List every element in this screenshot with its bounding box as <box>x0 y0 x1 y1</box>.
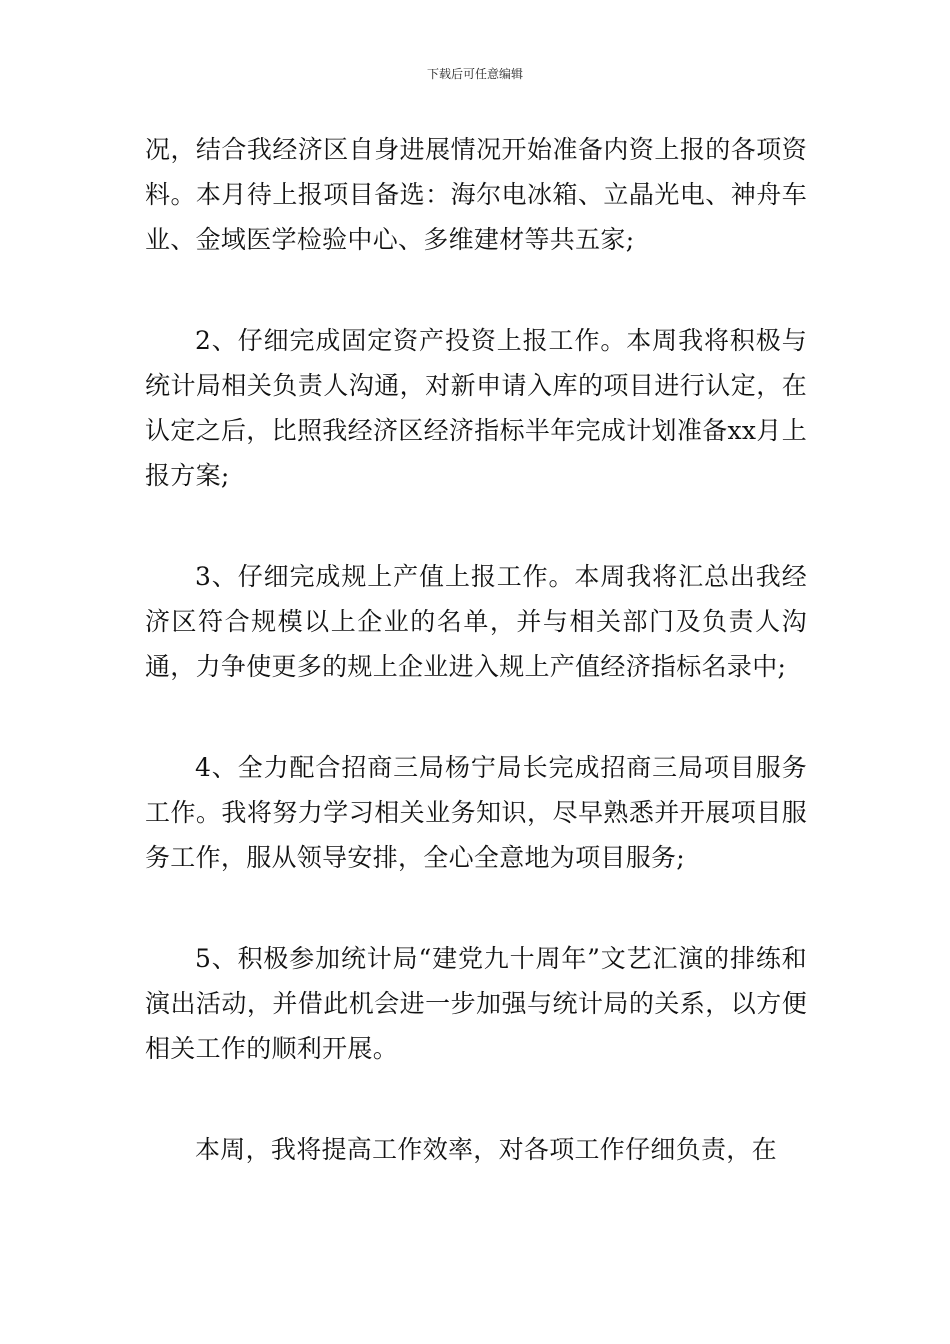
paragraph-gap <box>145 1071 807 1127</box>
paragraph-gap <box>145 880 807 936</box>
paragraph-4: 4、全力配合招商三局杨宁局长完成招商三局项目服务工作。我将努力学习相关业务知识，尽早熟悉并开展项目服务工作，服从领导安排，全心全意地为项目服务; <box>145 753 807 872</box>
document-body <box>145 127 807 1172</box>
paragraph-6: 本周，我将提高工作效率，对各项工作仔细负责，在 <box>195 1135 777 1164</box>
paragraph-5: 5、积极参加统计局“建党九十周年”文艺汇演的排练和演出活动，并借此机会进一步加强与统计局的关系，以方便相关工作的顺利开展。 <box>145 944 807 1063</box>
paragraph-gap <box>145 689 807 745</box>
paragraph-1: 况，结合我经济区自身进展情况开始准备内资上报的各项资料。本月待上报项目备选：海尔电冰箱、立晶光电、神舟车业、金域医学检验中心、多维建材等共五家; <box>145 135 807 254</box>
paragraph-gap <box>145 262 807 318</box>
paragraph-3: 3、仔细完成规上产值上报工作。本周我将汇总出我经济区符合规模以上企业的名单，并与相关部门及负责人沟通，力争使更多的规上企业进入规上产值经济指标名录中; <box>145 562 807 681</box>
page-header-note: 下载后可任意编辑 <box>426 67 523 81</box>
paragraph-gap <box>145 498 807 554</box>
paragraph-2: 2、仔细完成固定资产投资上报工作。本周我将积极与统计局相关负责人沟通，对新申请入库的项目进行认定，在认定之后，比照我经济区经济指标半年完成计划准备xx月上报方案; <box>145 326 807 490</box>
